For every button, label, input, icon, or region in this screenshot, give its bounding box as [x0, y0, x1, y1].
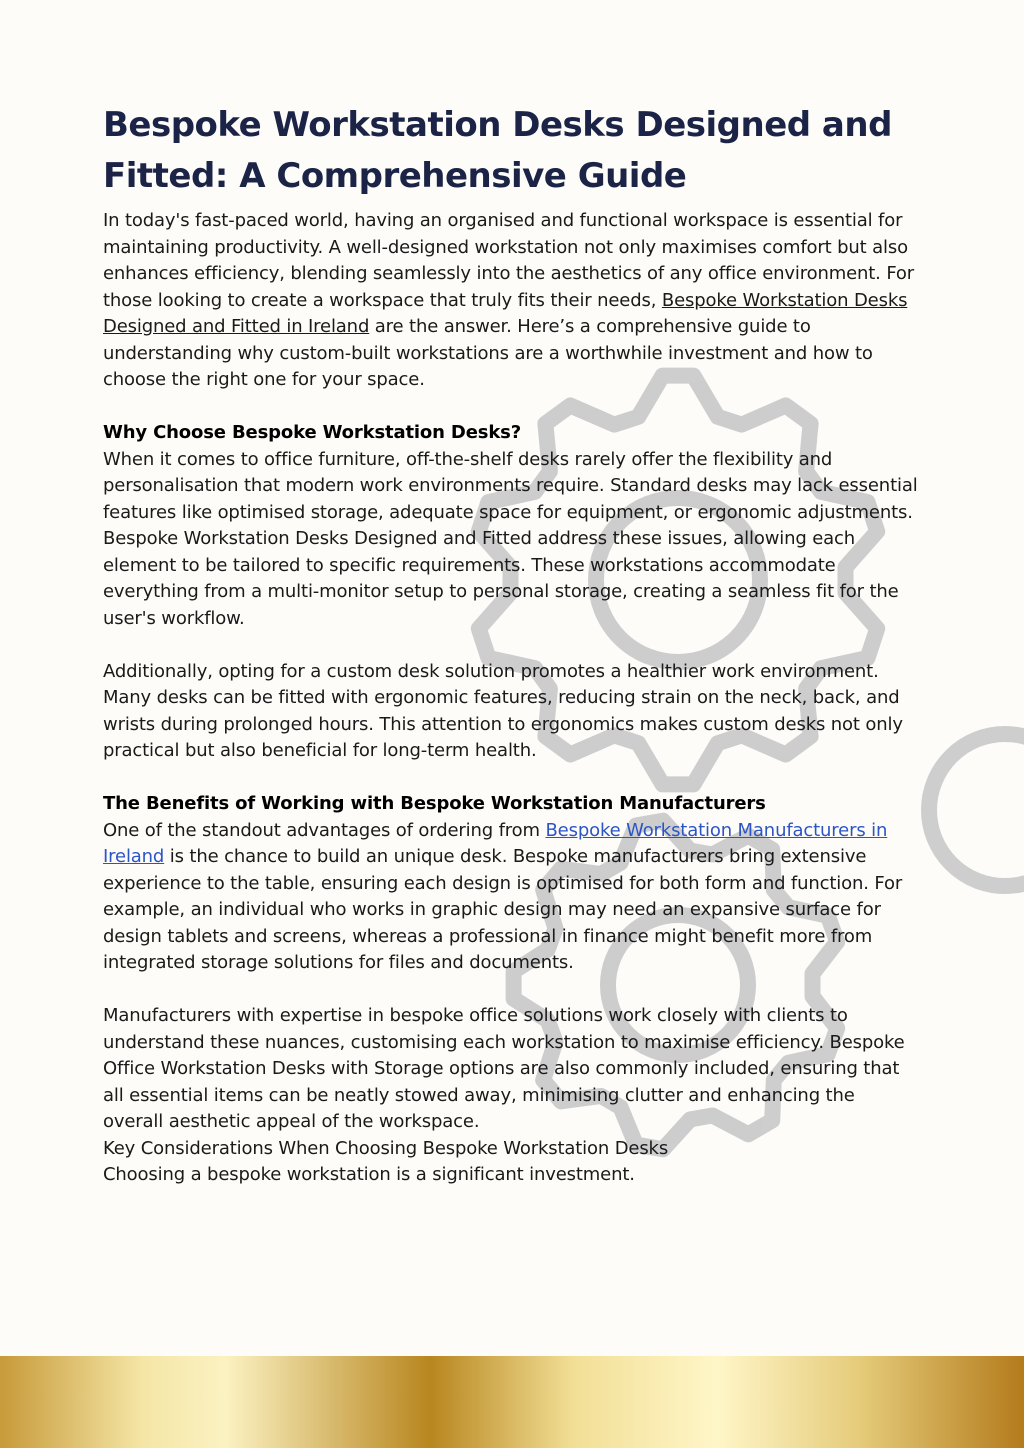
section2-paragraph2: Manufacturers with expertise in bespoke office solutions work closely with clients to understand these nuances, customising each workstation to maximise efficiency. Bespoke Office Workstation Desks with Storage options are also commonly included, ensuring that all essential items can be neatly stowed away, minimising clutter and enhancing the overall aesthetic appeal of the workspace. — [103, 1005, 905, 1132]
document-body — [103, 100, 918, 1189]
section2-heading: The Benefits of Working with Bespoke Workstation Manufacturers — [103, 793, 766, 814]
section2-text-before: One of the standout advantages of ordering from — [103, 819, 546, 841]
section1-heading: Why Choose Bespoke Workstation Desks? — [103, 422, 522, 443]
page-title: Bespoke Workstation Desks Designed and Fitted: A Comprehensive Guide — [103, 105, 892, 196]
gold-footer-bar — [0, 1356, 1024, 1448]
intro-paragraph — [103, 208, 918, 394]
section2-paragraph1 — [103, 791, 918, 977]
section1-paragraph2: Additionally, opting for a custom desk solution promotes a healthier work environment. Many desks can be fitted with ergonomic features, reducing strain on the neck, back, and wrists during prolonged hours. This attention to ergonomics makes custom desks not only practical but also beneficial for long-term health. — [103, 660, 903, 761]
section2-text-after: is the chance to build an unique desk. Bespoke manufacturers bring extensive experience to the table, ensuring each design is optimised for both form and function. For example, an individual who works in graphic design may need an expansive surface for design tablets and screens, whereas a professional in finance might benefit more from integrated storage solutions for files and documents. — [103, 846, 903, 973]
intro-text-before: In today's fast-paced world, having an organised and functional workspace is essential for maintaining productivity. A well-designed workstation not only maximises comfort but also enhances efficiency, blending seamlessly into the aesthetics of any office environment. For those looking to create a workspace that truly fits their needs, — [103, 210, 914, 311]
closing-line: Choosing a bespoke workstation is a significant investment. — [103, 1164, 635, 1185]
key-considerations-line: Key Considerations When Choosing Bespoke Workstation Desks — [103, 1137, 669, 1159]
gear-right-hub-icon — [929, 734, 1024, 886]
ireland-desks-link[interactable]: Bespoke Workstation Desks Designed and Fitted in Ireland — [103, 289, 908, 337]
section1-text1: When it comes to office furniture, off-the-shelf desks rarely offer the flexibility and personalisation that modern work environments require. Standard desks may lack essential features like optimised storage, adequate space for equipment, or ergonomic adjustments. Bespoke Workstation Desks Designed and Fitted address these issues, allowing each element to be tailored to specific requirements. These workstations accommodate everything from a multi-monitor setup to personal storage, creating a seamless fit for the user's workflow. — [103, 448, 918, 629]
section1-paragraph1 — [103, 420, 918, 632]
manufacturers-link[interactable]: Bespoke Workstation Manufacturers in Ireland — [103, 819, 888, 867]
intro-text-after: are the answer. Here’s a comprehensive guide to understanding why custom-built workstations are a worthwhile investment and how to choose the right one for your space. — [103, 316, 873, 390]
